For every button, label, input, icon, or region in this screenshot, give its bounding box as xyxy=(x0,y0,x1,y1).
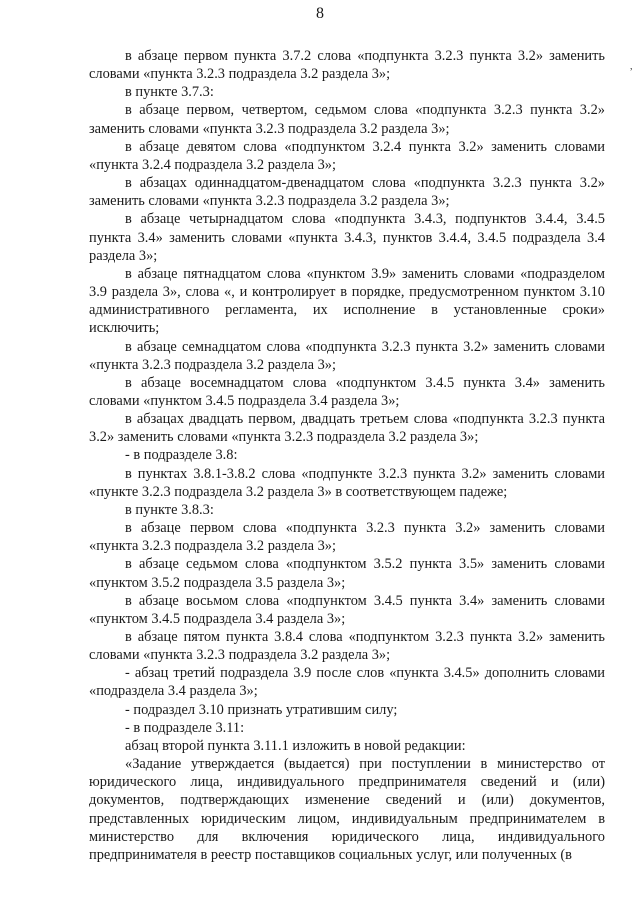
paragraph: в абзаце пятнадцатом слова «пунктом 3.9» заменить словами «подразделом 3.9 раздела 3», слова «, и контролирует в порядке, предусмотренном пунктом 3.10 административного регламента, их исполнение в установленные сроки» исключить; xyxy=(89,265,605,337)
paragraph: - абзац третий подраздела 3.9 после слов «пункта 3.4.5» дополнить словами «подраздела 3.4 раздела 3»; xyxy=(89,665,605,700)
paragraph: в абзаце восьмом слова «подпунктом 3.4.5 пункта 3.4» заменить словами «пунктом 3.4.5 подраздела 3.4 раздела 3»; xyxy=(89,592,605,627)
document-body xyxy=(89,47,605,864)
margin-mark: , xyxy=(630,61,633,72)
paragraph: в пунктах 3.8.1-3.8.2 слова «подпункте 3.2.3 пункта 3.2» заменить словами «пункте 3.2.3 подраздела 3.2 раздела 3» в соответствующем падеже; xyxy=(89,465,605,500)
paragraph: в пункте 3.8.3: xyxy=(125,501,214,518)
paragraph: в абзацах одиннадцатом-двенадцатом слова «подпункта 3.2.3 пункта 3.2» заменить словами «пункта 3.2.3 подраздела 3.2 раздела 3»; xyxy=(89,175,605,210)
paragraph: в абзаце первом, четвертом, седьмом слова «подпункта 3.2.3 пункта 3.2» заменить словами «пункта 3.2.3 подраздела 3.2 раздела 3»; xyxy=(89,102,605,137)
paragraph: в абзаце четырнадцатом слова «подпункта 3.4.3, подпунктов 3.4.4, 3.4.5 пункта 3.4» заменить словами «пункта 3.4.3, пунктов 3.4.4, 3.4.5 подраздела 3.4 раздела 3»; xyxy=(89,211,605,264)
paragraph: - в подразделе 3.11: xyxy=(125,719,245,736)
paragraph: в абзаце первом пункта 3.7.2 слова «подпункта 3.2.3 пункта 3.2» заменить словами «пункта 3.2.3 подраздела 3.2 раздела 3»; xyxy=(89,48,605,83)
paragraph: «Задание утверждается (выдается) при поступлении в министерство от юридического лица, индивидуального предпринимателя сведений и (или) документов, подтверждающих изменение сведений и (или) документов, представленных юридическим лицом, индивидуальным предпринимателем в министерство для включения юридического лица, индивидуального предпринимателя в реестр поставщиков социальных услуг, или полученных (в xyxy=(89,756,605,863)
paragraph: в абзацах двадцать первом, двадцать третьем слова «подпункта 3.2.3 пункта 3.2» заменить словами «пункта 3.2.3 подраздела 3.2 раздела 3»; xyxy=(89,411,605,446)
paragraph: в абзаце седьмом слова «подпунктом 3.5.2 пункта 3.5» заменить словами «пунктом 3.5.2 подраздела 3.5 раздела 3»; xyxy=(89,556,605,591)
paragraph: - в подразделе 3.8: xyxy=(125,447,238,464)
paragraph: абзац второй пункта 3.11.1 изложить в новой редакции: xyxy=(125,737,466,754)
paragraph: в абзаце девятом слова «подпунктом 3.2.4 пункта 3.2» заменить словами «пункта 3.2.4 подраздела 3.2 раздела 3»; xyxy=(89,138,605,173)
paragraph: в абзаце семнадцатом слова «подпункта 3.2.3 пункта 3.2» заменить словами «пункта 3.2.3 подраздела 3.2 раздела 3»; xyxy=(89,338,605,373)
paragraph: в абзаце восемнадцатом слова «подпунктом 3.4.5 пункта 3.4» заменить словами «пунктом 3.4.5 подраздела 3.4 раздела 3»; xyxy=(89,374,605,409)
paragraph: в абзаце пятом пункта 3.8.4 слова «подпунктом 3.2.3 пункта 3.2» заменить словами «пункта 3.2.3 подраздела 3.2 раздела 3»; xyxy=(89,629,605,664)
page-number: 8 xyxy=(316,5,324,22)
paragraph: в пункте 3.7.3: xyxy=(125,84,214,101)
paragraph: в абзаце первом слова «подпункта 3.2.3 пункта 3.2» заменить словами «пункта 3.2.3 подраздела 3.2 раздела 3»; xyxy=(89,520,605,555)
paragraph: - подраздел 3.10 признать утратившим силу; xyxy=(125,701,398,718)
